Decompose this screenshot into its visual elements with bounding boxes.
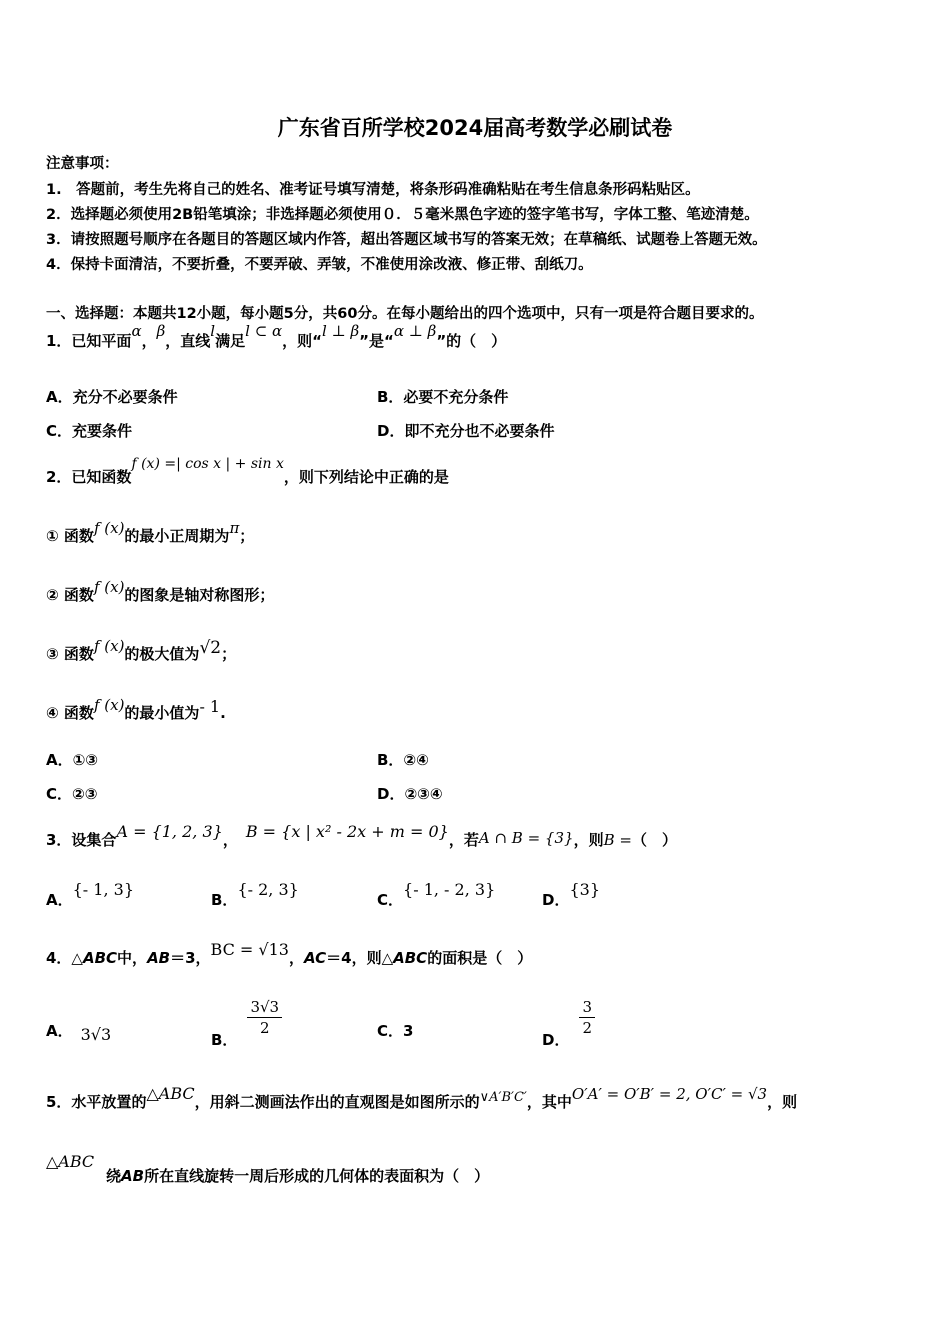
section-heading: 一、选择题：本题共12小题，每小题5分，共60分。在每小题给出的四个选项中，只有一项是符合题目要求的。	[46, 306, 764, 322]
q1-text-3: 满足	[215, 332, 246, 350]
question-2	[46, 456, 449, 487]
q3-condition: A ∩ B = {3}	[478, 829, 574, 847]
q1-text-2: ，直线	[165, 332, 211, 350]
q4-bc: BC = √13	[210, 940, 289, 959]
q3-ask: B =	[603, 831, 632, 849]
q3-option-b-label: B．	[211, 891, 238, 909]
q2-statement-1	[46, 519, 255, 546]
q4-abc: ABC	[82, 949, 118, 967]
q3-option-c-label: C．	[377, 891, 404, 909]
notice-item-4: 4．保持卡面清洁，不要折叠，不要弄破、弄皱，不准使用涂改液、修正带、刮纸刀。	[46, 257, 593, 273]
q4-ac: AC	[304, 949, 327, 967]
question-5	[46, 1084, 798, 1112]
q3-comma: ，	[222, 831, 238, 849]
q4-option-c: C．3	[377, 1022, 414, 1040]
q4-option-b-numerator: 3√3	[247, 997, 282, 1018]
q1-statement-2: α ⊥ β	[393, 322, 437, 340]
q1-text-4: ，则“	[282, 332, 323, 350]
q2-s1-prefix: ① 函数	[46, 527, 94, 545]
question-1	[46, 322, 507, 351]
q1-statement-1: l ⊥ β	[322, 322, 360, 340]
notice-item-1: 1. 答题前，考生先将自己的姓名、准考证号填写清楚，将条形码准确粘贴在考生信息条形码粘贴区。	[46, 182, 700, 198]
notice-item-3: 3．请按照题号顺序在各题目的答题区域内作答，超出答题区域书写的答案无效；在草稿纸、试题卷上答题无效。	[46, 232, 767, 248]
q5-triangle: △ABC	[146, 1084, 195, 1103]
q3-option-d-value: {3}	[569, 880, 600, 899]
q3-option-c	[377, 880, 496, 910]
notice-heading: 注意事项：	[46, 156, 119, 172]
q4-option-b-label: B．	[211, 1031, 238, 1049]
q1-text-6: ”的（ ）	[436, 332, 507, 350]
q5-triangle-2: △ABC	[46, 1152, 95, 1171]
q4-option-d	[542, 997, 595, 1049]
q2-s2-prefix: ② 函数	[46, 586, 94, 604]
q3-option-d-label: D．	[542, 891, 570, 909]
q5-text-4: ，则	[767, 1093, 798, 1111]
q4-option-a	[46, 1020, 112, 1044]
q5-text-6: 所在直线旋转一周后形成的几何体的表面积为（ ）	[144, 1167, 490, 1185]
q2-s3-fx: f (x)	[93, 637, 125, 655]
q4-text-4: ，	[288, 949, 304, 967]
q4-option-d-fraction	[579, 997, 595, 1038]
q4-text-5: ＝4，则△	[326, 949, 394, 967]
q5-ab: AB	[121, 1167, 145, 1185]
q2-s4-value: - 1	[199, 697, 221, 716]
q2-function: f (x) =| cos x | + sin x	[131, 456, 284, 472]
q5-line-2	[46, 1152, 94, 1171]
q4-option-a-label: A．	[46, 1022, 73, 1040]
q5-text-5: 绕	[106, 1167, 122, 1185]
q2-s1-text: 的最小正周期为	[124, 527, 230, 545]
q3-set-b: B = {x | x² - 2x + m = 0}	[245, 822, 449, 841]
notice-item-2: 2．选择题必须使用2B铅笔填涂；非选择题必须使用０．５毫米黑色字迹的签字笔书写，字体工整、笔迹清楚。	[46, 207, 759, 223]
question-4	[46, 940, 533, 968]
q4-option-b-denominator: 2	[259, 1019, 270, 1037]
q3-text-2: ，若	[448, 831, 479, 849]
q1-condition: l ⊂ α	[245, 322, 283, 340]
q2-statement-4	[46, 696, 226, 723]
q3-option-b	[211, 880, 299, 910]
q4-abc-2: ABC	[393, 949, 428, 967]
q3-option-a-value: {- 1, 3}	[72, 880, 134, 899]
q2-s4-text: 的最小值为	[124, 704, 200, 722]
q4-text-2: 中，	[117, 949, 148, 967]
q5-triangle-prime: ∨A′B′C′	[479, 1090, 527, 1105]
q3-set-a: A = {1, 2, 3}	[116, 822, 223, 841]
q1-text-1: 1．已知平面	[46, 332, 132, 350]
q3-text-1: 3．设集合	[46, 831, 117, 849]
q4-option-d-numerator: 3	[579, 997, 595, 1018]
q4-text-1: 4．△	[46, 949, 83, 967]
q2-statement-2	[46, 578, 275, 605]
q2-s3-text: 的极大值为	[124, 645, 200, 663]
q1-line-l: l	[210, 322, 216, 340]
q2-option-b: B．②④	[377, 751, 429, 769]
q5-text-3: ，其中	[526, 1093, 572, 1111]
q1-option-d: D．即不充分也不必要条件	[377, 422, 555, 440]
q1-alpha: α	[131, 322, 142, 340]
q2-option-a: A．①③	[46, 751, 99, 769]
q1-option-a: A．充分不必要条件	[46, 388, 178, 406]
q4-text-3: ＝3，	[170, 949, 211, 967]
q5-condition: O′A′ = O′B′ = 2, O′C′ = √3	[571, 1085, 768, 1103]
q2-s4-end: .	[220, 704, 226, 722]
q4-option-d-denominator: 2	[582, 1019, 592, 1037]
q4-option-b-fraction	[247, 997, 282, 1038]
q4-option-a-value: 3√3	[80, 1025, 112, 1044]
q2-statement-3	[46, 637, 237, 664]
q2-option-d: D．②③④	[377, 785, 443, 803]
q2-s1-end: ；	[239, 527, 255, 545]
q1-option-b: B．必要不充分条件	[377, 388, 509, 406]
q4-ab: AB	[147, 949, 171, 967]
q3-option-b-value: {- 2, 3}	[237, 880, 299, 899]
q5-line-2-text	[106, 1165, 489, 1186]
q3-option-c-value: {- 1, - 2, 3}	[403, 880, 496, 899]
q1-text-5: ”是“	[359, 332, 394, 350]
q2-s4-fx: f (x)	[93, 696, 125, 714]
q5-text-2: ，用斜二测画法作出的直观图是如图所示的	[194, 1093, 480, 1111]
q3-text-4: （ ）	[631, 831, 677, 849]
q4-option-d-label: D．	[542, 1031, 570, 1049]
q2-s1-fx: f (x)	[93, 519, 125, 537]
q5-text-1: 5．水平放置的	[46, 1093, 147, 1111]
q1-comma: ，	[141, 332, 157, 350]
q1-beta: β	[156, 322, 166, 340]
page-title: 广东省百所学校2024届高考数学必刷试卷	[277, 116, 673, 140]
q2-text-1: 2．已知函数	[46, 468, 132, 486]
q2-s1-pi: π	[229, 519, 240, 537]
q2-option-c: C．②③	[46, 785, 98, 803]
question-3	[46, 822, 677, 850]
q2-s3-value: √2	[199, 638, 222, 658]
q3-text-3: ，则	[573, 831, 604, 849]
q2-s3-end: ；	[221, 645, 237, 663]
q2-s3-prefix: ③ 函数	[46, 645, 94, 663]
q4-text-6: 的面积是（ ）	[427, 949, 533, 967]
q4-option-b	[211, 997, 282, 1049]
q2-s2-text: 的图象是轴对称图形；	[124, 586, 275, 604]
q2-text-2: ，则下列结论中正确的是	[283, 468, 449, 486]
q2-s4-prefix: ④ 函数	[46, 704, 94, 722]
q1-option-c: C．充要条件	[46, 422, 133, 440]
q3-option-a-label: A．	[46, 891, 73, 909]
q3-option-a	[46, 880, 134, 910]
q2-s2-fx: f (x)	[93, 578, 125, 596]
q3-option-d	[542, 880, 600, 910]
